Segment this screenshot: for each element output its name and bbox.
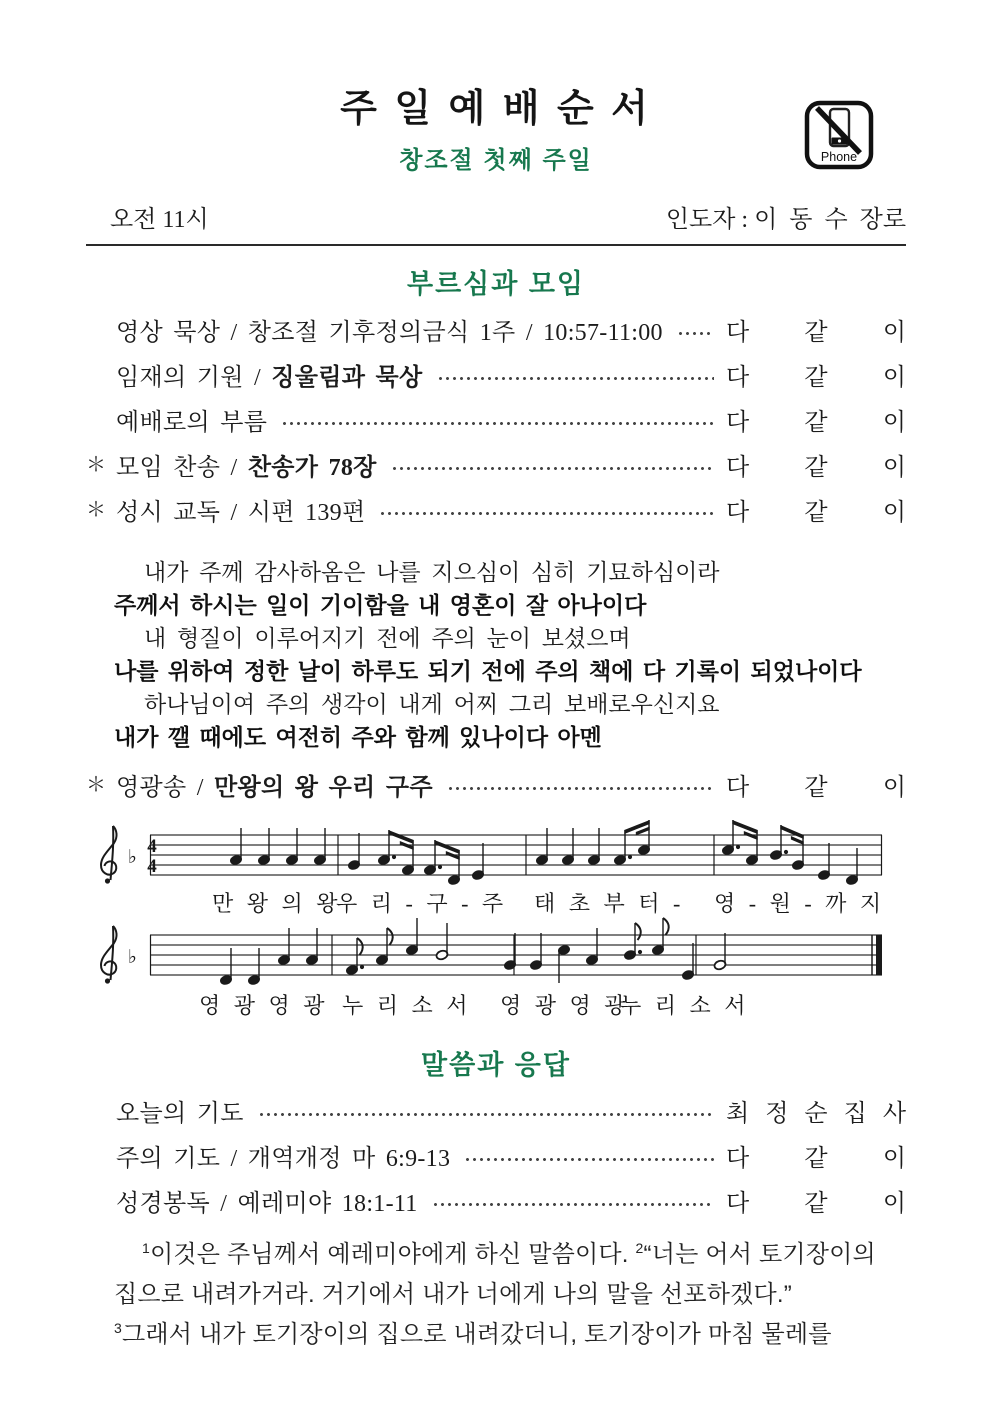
response-char: 다 xyxy=(726,319,750,346)
response-char: 같 xyxy=(804,1145,828,1172)
row-label xyxy=(116,312,663,347)
row-response xyxy=(726,1183,906,1218)
phone-icon-label: Phone xyxy=(820,150,858,164)
hymn-lyrics-group: 누 리 소 서 xyxy=(342,992,472,1018)
row-label-text: 영상 묵상 / 창조절 기후정의금식 1주 / 10:57-11:00 xyxy=(116,319,663,346)
leader-dots xyxy=(258,1100,714,1120)
order-row xyxy=(86,442,906,487)
response-char: 이 xyxy=(882,454,906,481)
hymn-lyrics-group: 우 리 - 구 - 주 xyxy=(336,890,508,916)
response-char: 사 xyxy=(882,1100,906,1127)
leader-dots xyxy=(379,499,714,519)
section-title-calling: 부르심과 모임 xyxy=(407,268,585,299)
reading-line: 내가 깰 때에도 여전히 주와 함께 있나이다 아멘 xyxy=(114,723,602,750)
page-title: 주 일 예 배 순 서 xyxy=(340,88,652,130)
response-char: 순 xyxy=(804,1100,828,1127)
scripture-line: 집으로 내려가거라. 거기에서 내가 너에게 나의 말을 선포하겠다.” xyxy=(114,1280,792,1308)
reading-line: 나를 위하여 정한 날이 하루도 되기 전에 주의 책에 다 기록이 되었나이다 xyxy=(114,657,862,684)
response-char: 이 xyxy=(882,499,906,526)
row-label xyxy=(116,1093,244,1128)
hymn-lyrics-group: 영 - 원 - 까 지 xyxy=(714,890,886,916)
header-divider xyxy=(86,244,906,246)
row-label-text: 주의 기도 / 개역개정 마 6:9-13 xyxy=(116,1145,451,1172)
service-time: 오전 11시 xyxy=(110,206,209,233)
reading-line: 주께서 하시는 일이 기이함을 내 영혼이 잘 아나이다 xyxy=(114,591,647,618)
row-marker-asterisk: ＊ xyxy=(86,773,106,796)
row-marker-asterisk: ＊ xyxy=(86,453,106,476)
service-leader: 인도자 : 이 동 수 장로 xyxy=(665,206,906,233)
response-char: 이 xyxy=(882,364,906,391)
order-row xyxy=(86,352,906,397)
row-response xyxy=(726,357,906,392)
response-char: 최 xyxy=(726,1100,750,1127)
hymn-lyrics-group: 영 광 영 광 xyxy=(199,992,329,1018)
leader-dots xyxy=(464,1145,714,1165)
row-response xyxy=(726,447,906,482)
row-label-text: 오늘의 기도 xyxy=(116,1100,244,1127)
response-char: 이 xyxy=(882,1145,906,1172)
response-char: 같 xyxy=(804,1190,828,1217)
response-char: 같 xyxy=(804,499,828,526)
responsive-reading xyxy=(86,556,906,754)
response-char: 같 xyxy=(804,454,828,481)
row-label xyxy=(116,402,267,437)
order-row xyxy=(86,487,906,532)
response-char: 다 xyxy=(726,454,750,481)
bulletin-header xyxy=(86,0,906,246)
response-char: 다 xyxy=(726,409,750,436)
service-meta-row xyxy=(86,199,906,234)
response-char: 이 xyxy=(882,1190,906,1217)
leader-dots xyxy=(677,319,714,339)
row-label xyxy=(116,357,423,392)
response-char: 집 xyxy=(843,1100,867,1127)
order-row-gloria xyxy=(86,762,906,807)
order-list-word xyxy=(86,1088,906,1223)
row-label xyxy=(116,492,365,527)
leader-dots xyxy=(437,364,714,384)
row-response xyxy=(726,492,906,527)
no-phone-icon xyxy=(804,100,874,170)
response-char: 정 xyxy=(765,1100,789,1127)
row-label-bold-text: 만왕의 왕 우리 구주 xyxy=(214,774,433,801)
row-label-text: 성시 교독 / 시편 139편 xyxy=(116,499,366,526)
scripture-passage xyxy=(86,1235,906,1355)
hymn-lyrics-group: 누 리 소 서 xyxy=(620,992,750,1018)
reading-line: 내가 주께 감사하옴은 나를 지으심이 심히 기묘하심이라 xyxy=(144,559,720,585)
page-subtitle: 창조절 첫째 주일 xyxy=(399,146,593,174)
response-char: 같 xyxy=(804,774,828,801)
row-label xyxy=(116,767,433,802)
order-row xyxy=(86,307,906,352)
row-response xyxy=(726,1138,906,1173)
response-char: 다 xyxy=(726,1190,750,1217)
row-response xyxy=(726,312,906,347)
row-label-text: 성경봉독 / 예레미야 18:1-11 xyxy=(116,1190,418,1217)
row-response xyxy=(726,767,906,802)
row-label-bold-text: 징울림과 묵상 xyxy=(271,364,423,391)
verse-number: 1 xyxy=(142,1239,150,1256)
response-char: 같 xyxy=(804,409,828,436)
response-char: 다 xyxy=(726,499,750,526)
order-row xyxy=(86,1178,906,1223)
row-label-bold-text: 찬송가 78장 xyxy=(247,454,377,481)
response-char: 이 xyxy=(882,319,906,346)
response-char: 같 xyxy=(804,319,828,346)
row-label-text: 모임 찬송 / xyxy=(116,454,248,481)
response-char: 다 xyxy=(726,774,750,801)
leader-dots xyxy=(281,409,714,429)
response-char: 이 xyxy=(882,409,906,436)
row-label xyxy=(116,1138,450,1173)
row-label xyxy=(116,1183,418,1218)
section-title-word: 말씀과 응답 xyxy=(421,1049,571,1080)
hymn-lyrics-group: 태 초 부 터 - xyxy=(534,890,685,916)
response-char: 다 xyxy=(726,1145,750,1172)
row-label-text: 예배로의 부름 xyxy=(116,409,268,436)
order-row xyxy=(86,1133,906,1178)
row-label-text: 임재의 기원 / xyxy=(116,364,272,391)
scripture-line: $^3$그래서 내가 토기장이의 집으로 내려갔더니, 토기장이가 마침 물레를 xyxy=(114,1319,832,1348)
reading-line: 내 형질이 이루어지기 전에 주의 눈이 보셨으며 xyxy=(144,625,631,651)
hymn-score xyxy=(86,811,906,1027)
scripture-line: $^1$이것은 주님께서 예레미야에게 하신 말씀이다. $^2$“너는 어서 토기장이의 xyxy=(142,1239,876,1268)
reading-line: 하나님이여 주의 생각이 내게 어찌 그리 보배로우신지요 xyxy=(144,691,720,717)
response-char: 다 xyxy=(726,364,750,391)
row-label xyxy=(116,447,377,482)
svg-text:♭: ♭ xyxy=(128,945,137,968)
svg-text:4: 4 xyxy=(147,835,157,857)
response-char: 같 xyxy=(804,364,828,391)
leader-dots xyxy=(447,774,714,794)
response-char: 이 xyxy=(882,774,906,801)
order-row xyxy=(86,762,906,807)
hymn-lyrics-group: 영 광 영 광 xyxy=(500,992,630,1018)
verse-number: 2 xyxy=(635,1239,644,1256)
row-label-text: 영광송 / xyxy=(116,774,215,801)
row-marker-asterisk: ＊ xyxy=(86,498,106,521)
hymn-lyrics-group: 만 왕 의 왕 xyxy=(212,890,342,916)
order-row xyxy=(86,1088,906,1133)
row-response xyxy=(726,1093,906,1128)
svg-text:4: 4 xyxy=(147,855,157,877)
verse-number: 3 xyxy=(114,1319,122,1336)
svg-text:♭: ♭ xyxy=(128,845,137,868)
leader-dots xyxy=(432,1190,714,1210)
order-row xyxy=(86,397,906,442)
row-response xyxy=(726,402,906,437)
leader-dots xyxy=(391,454,714,474)
order-list-calling xyxy=(86,307,906,532)
